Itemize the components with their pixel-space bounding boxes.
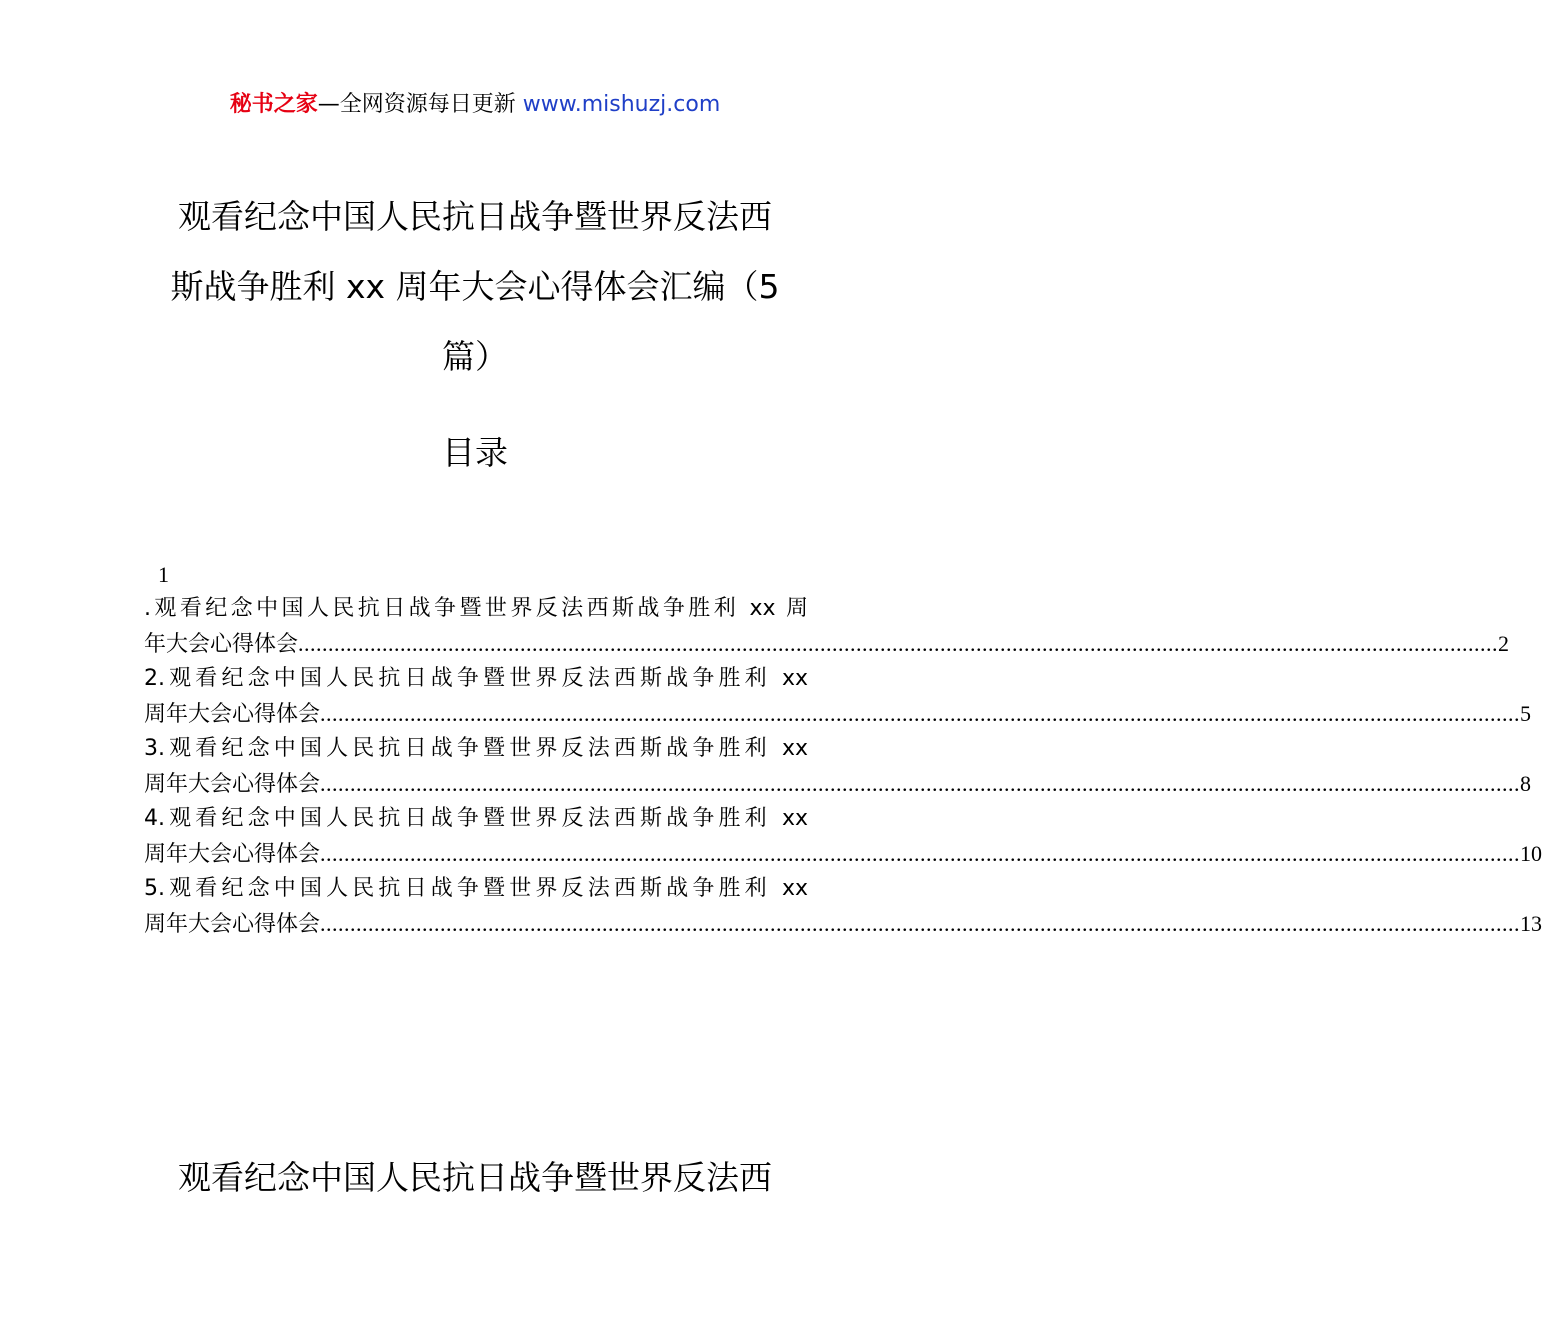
toc-entry[interactable]: [144, 732, 1532, 802]
document-title-line: 观看纪念中国人民抗日战争暨世界反法西: [178, 197, 772, 236]
toc-entry[interactable]: [144, 872, 1542, 942]
document-title-line: 斯战争胜利 xx 周年大会心得体会汇编（5: [170, 267, 780, 306]
toc-entry-title: 2.观看纪念中国人民抗日战争暨世界反法西斯战争胜利 xx: [144, 666, 808, 691]
site-header: [0, 88, 950, 122]
toc-dot-leader: ........................................................................................................................................................................................................: [320, 770, 1521, 796]
next-section-title: 观看纪念中国人民抗日战争暨世界反法西: [178, 1158, 772, 1197]
toc-page-number: 2: [1498, 630, 1510, 656]
toc-entry-title-continued: 周年大会心得体会: [144, 841, 321, 867]
toc-dot-leader: ........................................................................................................................................................................................................: [320, 700, 1521, 726]
toc-page-number: 8: [1520, 770, 1532, 796]
toc-entry-title: .观看纪念中国人民抗日战争暨世界反法西斯战争胜利 xx 周: [144, 596, 808, 621]
site-url-link[interactable]: www.mishuzj.com: [522, 92, 721, 117]
toc-dot-leader: ........................................................................................................................................................................................................: [320, 840, 1521, 866]
toc-heading: 目录: [442, 433, 508, 472]
toc-entry-title-continued: 年大会心得体会: [144, 631, 299, 657]
toc-page-number: 5: [1520, 700, 1532, 726]
toc-lead-number: 1: [158, 562, 169, 587]
toc-entry-leader-line: [144, 837, 1542, 873]
site-slogan: —全网资源每日更新: [317, 92, 516, 117]
document-title: [150, 182, 800, 392]
toc-dot-leader: ........................................................................................................................................................................................................: [320, 910, 1521, 936]
toc-entry-title: 3.观看纪念中国人民抗日战争暨世界反法西斯战争胜利 xx: [144, 736, 808, 761]
toc-dot-leader: ........................................................................................................................................................................................................: [298, 630, 1499, 656]
toc-entry-title-continued: 周年大会心得体会: [144, 771, 321, 797]
table-of-contents: [144, 592, 1542, 942]
toc-entry-leader-line: [144, 697, 1532, 733]
site-brand: 秘书之家: [229, 92, 318, 117]
document-title-line: 篇）: [442, 337, 508, 376]
toc-entry-title-continued: 周年大会心得体会: [144, 911, 321, 937]
toc-page-number: 13: [1520, 910, 1542, 936]
toc-entry-title: 4.观看纪念中国人民抗日战争暨世界反法西斯战争胜利 xx: [144, 806, 808, 831]
toc-entry-title-continued: 周年大会心得体会: [144, 701, 321, 727]
toc-entry[interactable]: [144, 592, 1510, 662]
toc-entry-leader-line: [144, 627, 1510, 663]
toc-page-number: 10: [1520, 840, 1542, 866]
toc-entry-leader-line: [144, 767, 1532, 803]
toc-entry-title: 5.观看纪念中国人民抗日战争暨世界反法西斯战争胜利 xx: [144, 876, 808, 901]
toc-entry-leader-line: [144, 907, 1542, 943]
toc-entry[interactable]: [144, 802, 1542, 872]
toc-entry[interactable]: [144, 662, 1532, 732]
